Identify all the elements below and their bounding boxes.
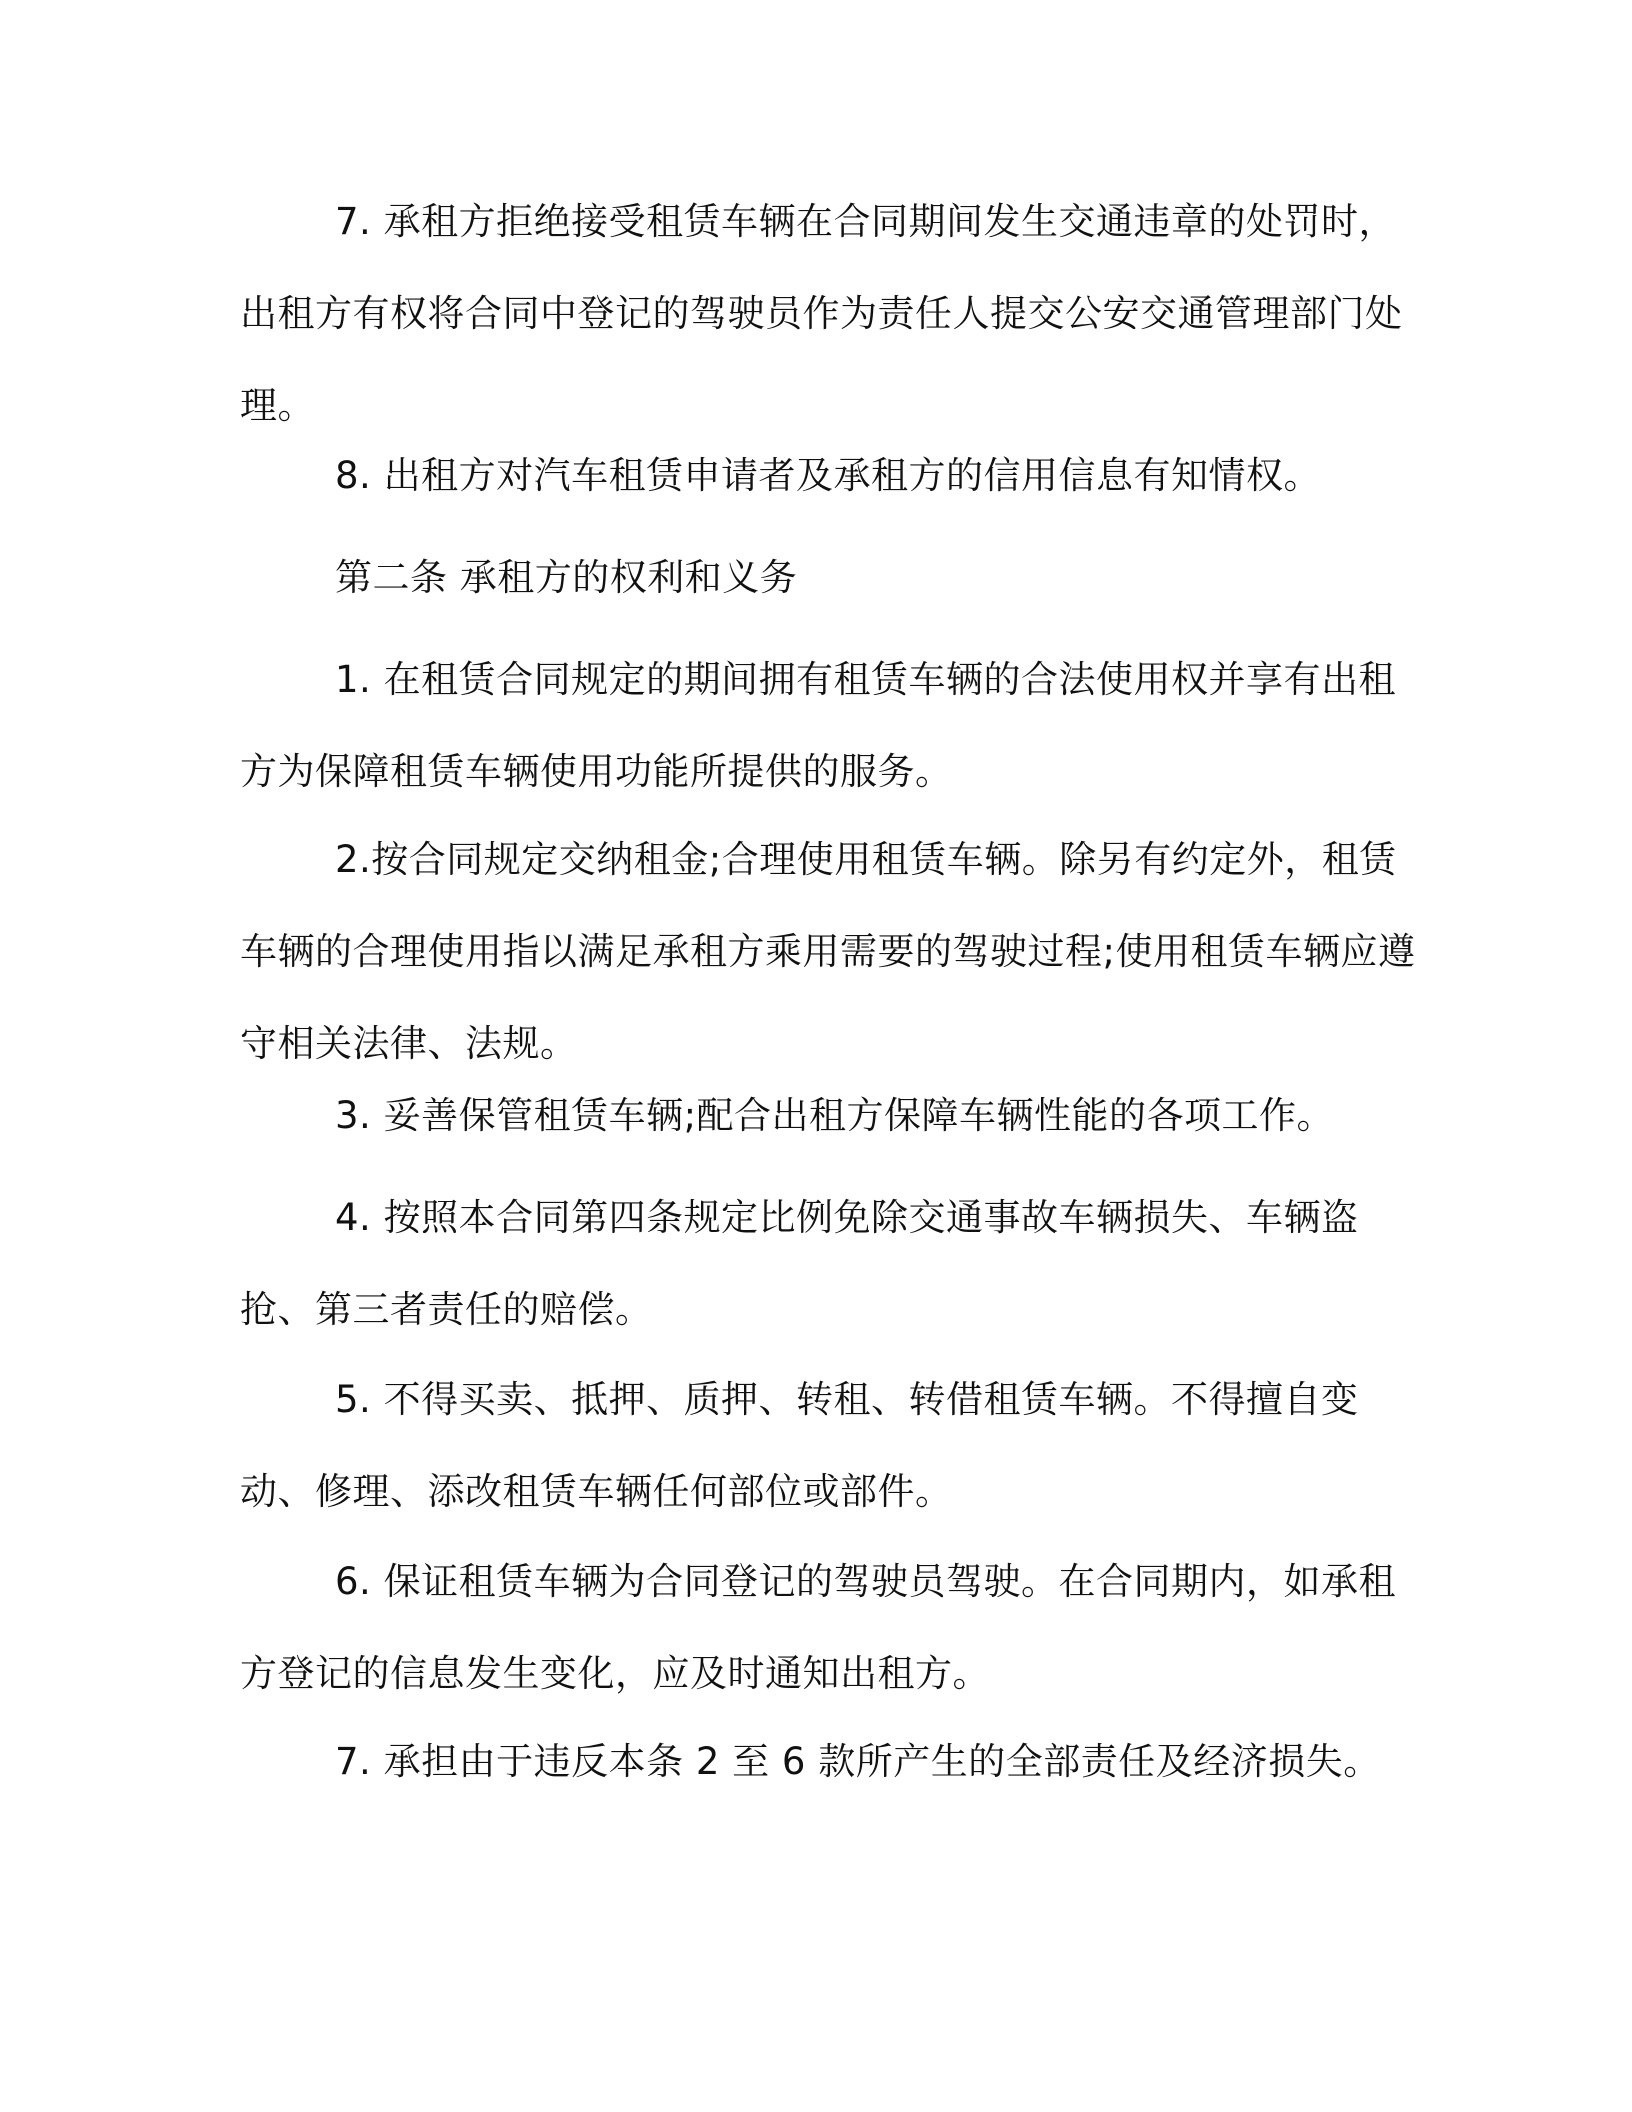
paragraph-7-traffic-violation: 7. 承租方拒绝接受租赁车辆在合同期间发生交通违章的处罚时，出租方有权将合同中登记的驾驶员作为责任人提交公安交通管理部门处理。 [240, 200, 1403, 427]
paragraph-7-liability: 7. 承担由于违反本条 2 至 6 款所产生的全部责任及经济损失。 [335, 1740, 1381, 1783]
section-heading-article-2: 第二条 承租方的权利和义务 [335, 556, 798, 599]
paragraph-6-driver: 6. 保证租赁车辆为合同登记的驾驶员驾驶。在合同期内，如承租方登记的信息发生变化，应及时通知出租方。 [240, 1560, 1397, 1695]
paragraph-3-safekeeping: 3. 妥善保管租赁车辆;配合出租方保障车辆性能的各项工作。 [335, 1094, 1335, 1137]
paragraph-4-exemption: 4. 按照本合同第四条规定比例免除交通事故车辆损失、车辆盗抢、第三者责任的赔偿。 [240, 1196, 1359, 1331]
paragraph-1-use-right: 1. 在租赁合同规定的期间拥有租赁车辆的合法使用权并享有出租方为保障租赁车辆使用功能所提供的服务。 [240, 658, 1397, 793]
paragraph-8-credit-info: 8. 出租方对汽车租赁申请者及承租方的信用信息有知情权。 [335, 454, 1322, 497]
paragraph-5-prohibitions: 5. 不得买卖、抵押、质押、转租、转借租赁车辆。不得擅自变动、修理、添改租赁车辆任何部位或部件。 [240, 1378, 1359, 1513]
paragraph-2-rent-payment: 2.按合同规定交纳租金;合理使用租赁车辆。除另有约定外，租赁车辆的合理使用指以满足承租方乘用需要的驾驶过程;使用租赁车辆应遵守相关法律、法规。 [240, 838, 1416, 1065]
